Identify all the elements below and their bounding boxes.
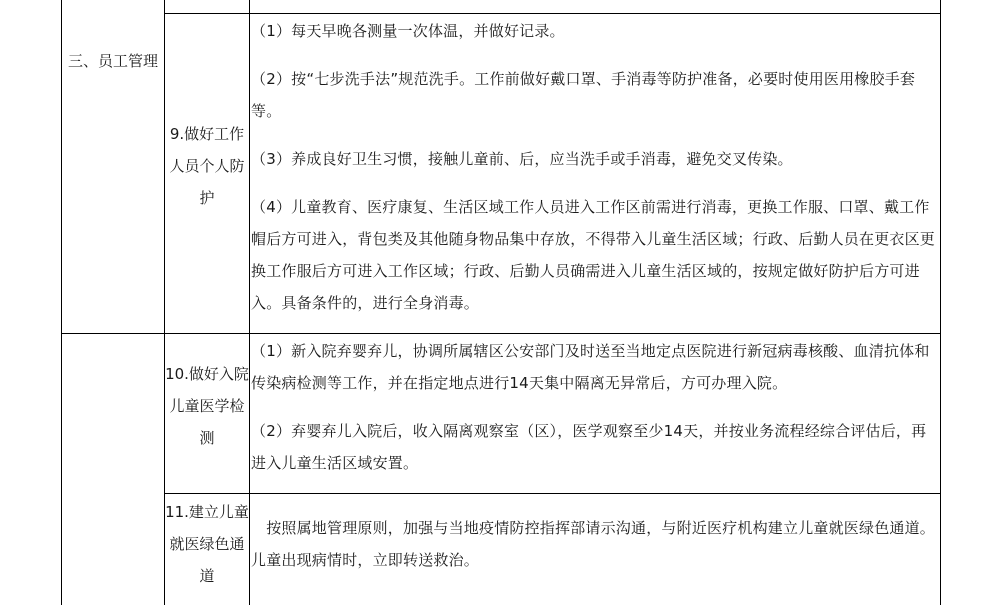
row-divider-top [164,13,941,14]
content-paragraph: （2）弃婴弃儿入院后，收入隔离观察室（区），医学观察至少14天，并按业务流程经综合评估后，再进入儿童生活区域安置。 [251,422,927,472]
content-paragraph: （4）儿童教育、医疗康复、生活区域工作人员进入工作区前需进行消毒，更换工作服、口罩、戴工作帽后方可进入，背包类及其他随身物品集中存放，不得带入儿童生活区域；行政、后勤人员在更衣区更换工作服后方可进入工作区域；行政、后勤人员确需进入儿童生活区域的，按规定做好防护后方可进入。具备条件的，进行全身消毒。 [251,198,936,312]
content-paragraph: （2）按“七步洗手法”规范洗手。工作前做好戴口罩、手消毒等防护准备，必要时使用医用橡胶手套等。 [251,70,916,120]
table-border-left [61,0,62,605]
content-paragraph: （1）每天早晚各测量一次体温，并做好记录。 [251,22,565,40]
item-cell: 10.做好入院儿童医学检测 [165,365,249,447]
content-cell [251,15,939,319]
content-paragraph: 按照属地管理原则，加强与当地疫情防控指挥部请示沟通，与附近医疗机构建立儿童就医绿色通道。儿童出现病情时，立即转送救治。 [251,519,936,569]
item-cell: 11.建立儿童就医绿色通道 [165,503,249,585]
table-border-right [940,0,941,605]
row-divider-section [61,333,941,334]
content-paragraph: （3）养成良好卫生习惯，接触儿童前、后，应当洗手或手消毒，避免交叉传染。 [251,150,793,168]
item-cell: 9.做好工作人员个人防护 [169,125,245,207]
category-cell: 三、员工管理 [67,52,158,70]
row-divider-item-11 [164,493,941,494]
content-paragraph: （1）新入院弃婴弃儿，协调所属辖区公安部门及时送至当地定点医院进行新冠病毒核酸、血清抗体和传染病检测等工作，并在指定地点进行14天集中隔离无异常后，方可办理入院。 [251,342,930,392]
content-cell [251,335,939,479]
content-cell [251,512,939,576]
column-divider-item [249,0,250,605]
